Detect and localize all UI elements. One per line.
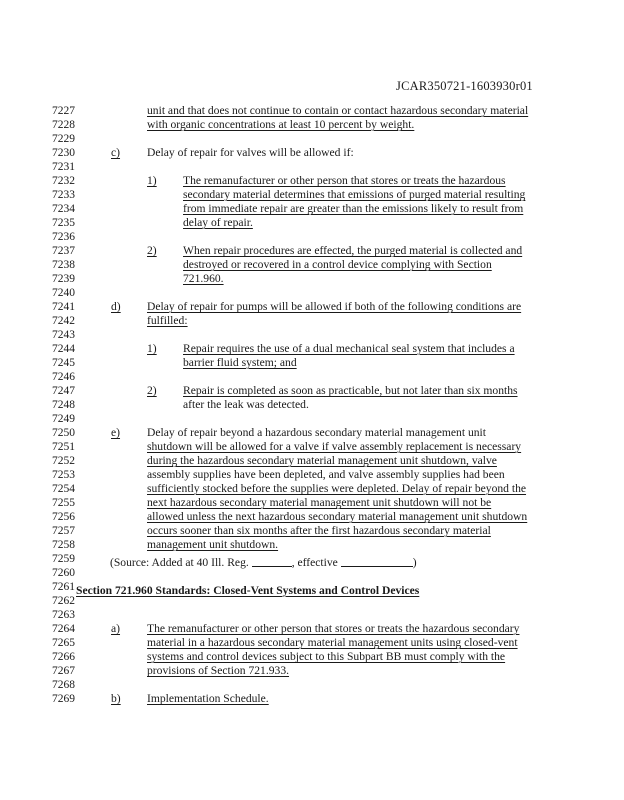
- line-text: during the hazardous secondary material management unit shutdown, valve: [147, 454, 497, 467]
- paragraph-label: 2): [147, 244, 157, 257]
- line-text: occurs sooner than six months after the first hazardous secondary material: [147, 524, 491, 537]
- line-number: 7241: [52, 301, 75, 313]
- section-heading-text: Section 721.960 Standards: Closed-Vent Systems and Control Devices: [76, 584, 420, 597]
- line-number: 7269: [52, 693, 75, 705]
- line-number: 7254: [52, 483, 75, 495]
- line-number: 7266: [52, 651, 75, 663]
- line-number: 7261: [52, 581, 75, 593]
- line-text: Delay of repair for valves will be allowed if:: [147, 146, 354, 159]
- paragraph-label: a): [111, 622, 121, 635]
- source-mid: , effective: [291, 556, 341, 569]
- line-number: 7257: [52, 525, 75, 537]
- line-number: 7262: [52, 595, 75, 607]
- section-heading: [76, 584, 419, 598]
- line-number: 7265: [52, 637, 75, 649]
- line-text: material in a hazardous secondary material management units using closed-vent: [147, 636, 518, 649]
- line-number: 7227: [52, 105, 75, 117]
- line-number: 7238: [52, 259, 75, 271]
- line-number: 7260: [52, 567, 75, 579]
- line-number: 7264: [52, 623, 75, 635]
- effective-date-blank: [341, 556, 413, 567]
- line-text: The remanufacturer or other person that stores or treats the hazardous: [183, 174, 506, 187]
- line-number: 7246: [52, 371, 75, 383]
- paragraph-label: e): [111, 426, 121, 439]
- line-number: 7259: [52, 553, 75, 565]
- line-number: 7244: [52, 343, 75, 355]
- line-number: 7247: [52, 385, 75, 397]
- line-text: barrier fluid system; and: [183, 356, 297, 369]
- line-text: management unit shutdown.: [147, 538, 279, 551]
- paragraph-label: 2): [147, 384, 157, 397]
- paragraph-label: 1): [147, 342, 157, 355]
- line-number: 7236: [52, 231, 75, 243]
- paragraph-label: d): [111, 300, 121, 313]
- line-number: 7258: [52, 539, 75, 551]
- source-suffix: ): [412, 556, 417, 569]
- line-text: delay of repair.: [183, 216, 253, 229]
- line-text: provisions of Section 721.933.: [147, 664, 290, 677]
- line-number: 7256: [52, 511, 75, 523]
- line-number: 7239: [52, 273, 75, 285]
- line-number: 7250: [52, 427, 75, 439]
- line-text: assembly supplies have been depleted, and valve assembly supplies had been: [147, 468, 505, 481]
- line-text: Repair is completed as soon as practicable, but not later than six months: [183, 384, 518, 397]
- line-text: after the leak was detected.: [183, 398, 309, 411]
- register-page-blank: [252, 556, 292, 567]
- line-text: The remanufacturer or other person that stores or treats the hazardous secondary: [147, 622, 520, 635]
- line-number: 7245: [52, 357, 75, 369]
- line-number: 7240: [52, 287, 75, 299]
- line-number: 7253: [52, 469, 75, 481]
- line-text: Implementation Schedule.: [147, 692, 269, 705]
- line-number: 7229: [52, 133, 75, 145]
- line-number: 7228: [52, 119, 75, 131]
- line-text: 721.960.: [183, 272, 224, 285]
- line-number: 7255: [52, 497, 75, 509]
- line-number: 7263: [52, 609, 75, 621]
- line-number: 7251: [52, 441, 75, 453]
- line-text: secondary material determines that emissions of purged material resulting: [183, 188, 526, 201]
- line-number: 7268: [52, 679, 75, 691]
- line-number: 7267: [52, 665, 75, 677]
- line-number: 7248: [52, 399, 75, 411]
- line-number: 7234: [52, 203, 75, 215]
- line-number: 7249: [52, 413, 75, 425]
- line-text: allowed unless the next hazardous secondary material management unit shutdown: [147, 510, 528, 523]
- line-number: 7230: [52, 147, 75, 159]
- line-text: systems and control devices subject to this Subpart BB must comply with the: [147, 650, 506, 663]
- source-note: [110, 556, 417, 570]
- line-text: shutdown will be allowed for a valve if valve assembly replacement is necessary: [147, 440, 522, 453]
- line-text: sufficiently stocked before the supplies were depleted. Delay of repair beyond the: [147, 482, 527, 495]
- paragraph-label: b): [111, 692, 121, 705]
- paragraph-label: 1): [147, 174, 157, 187]
- line-number: 7231: [52, 161, 75, 173]
- line-text: Delay of repair for pumps will be allowed if both of the following conditions are: [147, 300, 522, 313]
- line-text: fulfilled:: [147, 314, 188, 327]
- line-text: Delay of repair beyond a hazardous secondary material management unit: [147, 426, 486, 439]
- line-text: from immediate repair are greater than the emissions likely to result from: [183, 202, 524, 215]
- line-text: next hazardous secondary material management unit shutdown will not be: [147, 496, 492, 509]
- line-number: 7252: [52, 455, 75, 467]
- source-prefix: (Source: Added at 40 Ill. Reg.: [110, 556, 252, 569]
- line-number: 7243: [52, 329, 75, 341]
- line-text: When repair procedures are effected, the purged material is collected and: [183, 244, 523, 257]
- line-number: 7232: [52, 175, 75, 187]
- document-id: JCAR350721-1603930r01: [396, 79, 533, 93]
- line-number: 7242: [52, 315, 75, 327]
- line-text: with organic concentrations at least 10 percent by weight.: [147, 118, 415, 131]
- line-text: unit and that does not continue to contain or contact hazardous secondary material: [147, 104, 529, 117]
- line-text: destroyed or recovered in a control device complying with Section: [183, 258, 492, 271]
- line-text: Repair requires the use of a dual mechanical seal system that includes a: [183, 342, 515, 355]
- line-number: 7233: [52, 189, 75, 201]
- line-number: 7235: [52, 217, 75, 229]
- line-number: 7237: [52, 245, 75, 257]
- paragraph-label: c): [111, 146, 121, 159]
